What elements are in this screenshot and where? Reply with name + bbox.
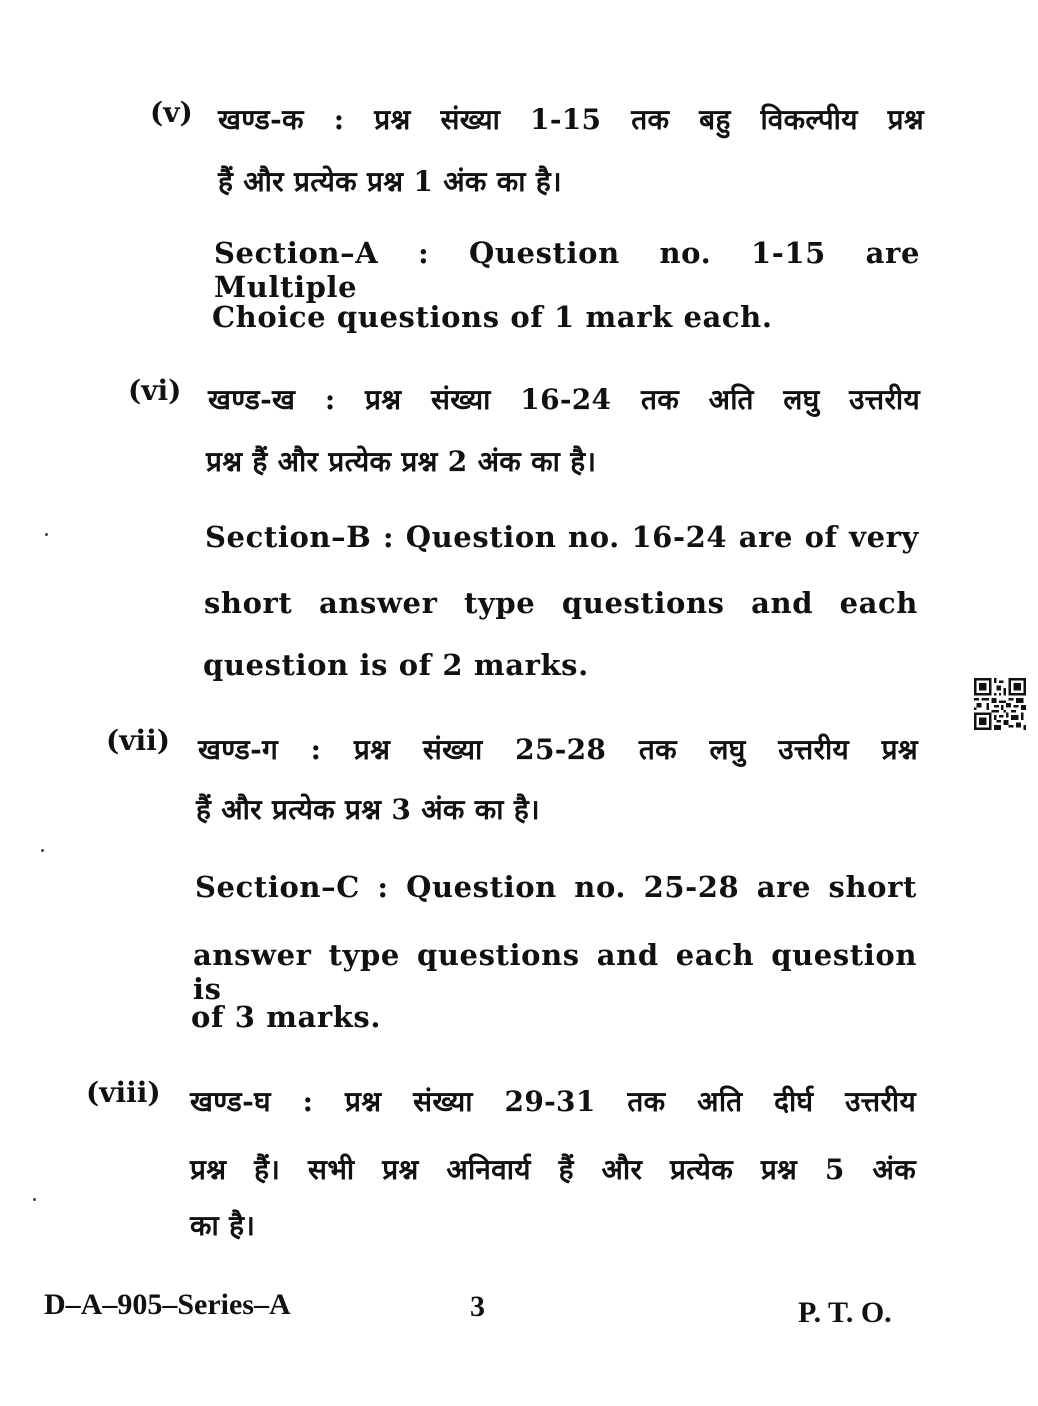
footer-page-number: 3 — [470, 1290, 485, 1323]
item-number-vii: (vii) — [106, 724, 171, 757]
scan-speck — [33, 1198, 36, 1201]
item-viii-hindi-line-3: का है। — [190, 1209, 256, 1242]
item-number-v: (v) — [150, 96, 193, 129]
item-vii-english-line-2: answer type questions and each question is — [193, 938, 917, 1006]
item-viii-hindi-line-1: खण्ड-घ : प्रश्न संख्या 29-31 तक अति दीर्घ उत्तरीय — [190, 1085, 916, 1118]
item-viii-hindi-line-2: प्रश्न हैं। सभी प्रश्न अनिवार्य हैं और प्रत्येक प्रश्न 5 अंक — [190, 1153, 916, 1186]
item-vi-hindi-line-2: प्रश्न हैं और प्रत्येक प्रश्न 2 अंक का है। — [206, 445, 597, 478]
item-vi-hindi-line-1: खण्ड-ख : प्रश्न संख्या 16-24 तक अति लघु उत्तरीय — [208, 383, 920, 416]
item-vi-english-line-1: Section–B : Question no. 16-24 are of very — [205, 520, 919, 554]
item-number-vi: (vi) — [128, 374, 182, 407]
item-number-viii: (viii) — [86, 1076, 161, 1109]
item-v-hindi-line-2: हैं और प्रत्येक प्रश्न 1 अंक का है। — [218, 165, 562, 198]
scan-speck — [41, 849, 44, 852]
item-v-english-line-2: Choice questions of 1 mark each. — [212, 300, 773, 334]
item-v-english-line-1: Section–A : Question no. 1-15 are Multiple — [214, 236, 920, 304]
qr-code-icon — [974, 678, 1026, 730]
scan-speck — [45, 533, 48, 536]
item-vi-english-line-2: short answer type questions and each — [204, 586, 918, 620]
item-vii-english-line-1: Section–C : Question no. 25-28 are short — [195, 870, 917, 904]
item-vii-english-line-3: of 3 marks. — [191, 1000, 382, 1034]
item-vii-hindi-line-2: हैं और प्रत्येक प्रश्न 3 अंक का है। — [196, 793, 540, 826]
item-vi-english-line-3: question is of 2 marks. — [203, 648, 589, 682]
item-v-hindi-line-1: खण्ड-क : प्रश्न संख्या 1-15 तक बहु विकल्पीय प्रश्न — [218, 103, 924, 136]
item-vii-hindi-line-1: खण्ड-ग : प्रश्न संख्या 25-28 तक लघु उत्तरीय प्रश्न — [198, 733, 918, 766]
footer-pto: P. T. O. — [798, 1296, 892, 1329]
footer-paper-code: D–A–905–Series–A — [44, 1288, 291, 1321]
